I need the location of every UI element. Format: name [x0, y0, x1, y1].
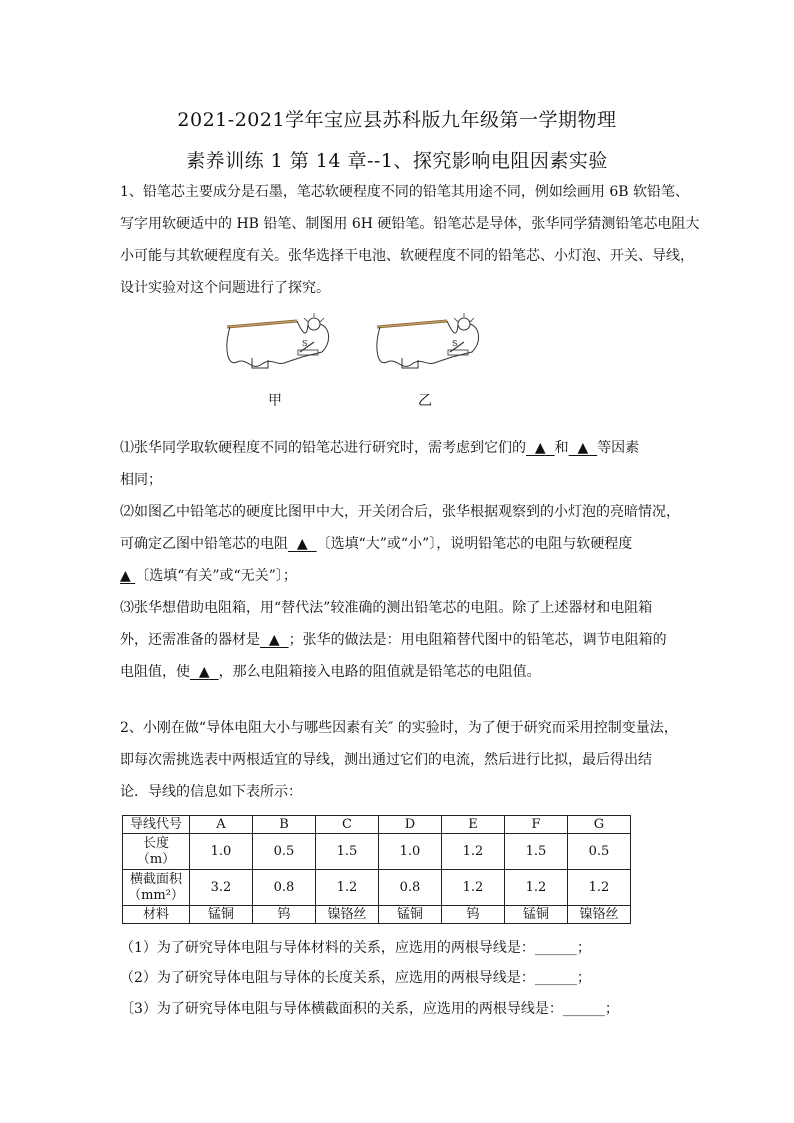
text: 外，还需准备的器材是 — [120, 632, 260, 648]
text: 和 — [554, 440, 569, 456]
q2-question-2: （2）为了研究导体电阻与导体的长度关系，应选用的两根导线是：______； — [120, 970, 591, 986]
q2-intro-line: 论．导线的信息如下表所示： — [120, 784, 302, 800]
table-cell: 3.2 — [190, 870, 253, 906]
switch-label-yi: S — [452, 339, 458, 348]
label-unit: （m） — [136, 851, 176, 867]
table-cell: 1.2 — [442, 834, 505, 870]
q1-part2-line3 — [120, 560, 680, 592]
blank-mark: ▲ — [577, 440, 589, 456]
text: 等因素 — [597, 440, 640, 456]
answer-blank[interactable] — [569, 440, 598, 456]
q2-intro-line: 2、小刚在做“导体电阻大小与哪些因素有关″ 的实验时，为了便于研究而采用控制变量法， — [120, 720, 678, 736]
text: 〔选填“有关”或“无关”〕； — [135, 568, 297, 584]
answer-blank[interactable] — [526, 440, 555, 456]
blank-mark: ▲ — [120, 568, 131, 584]
row-label-area — [123, 870, 190, 906]
table-cell: 锰铜 — [190, 906, 253, 924]
figure-label-jia: 甲 — [268, 393, 282, 409]
table-cell: 0.8 — [253, 870, 316, 906]
q1-intro-line: 写字用软硬适中的 HB 铅笔、制图用 6H 硬铅笔。铅笔芯是导体，张华同学猜测铅笔芯电阻大 — [120, 216, 700, 232]
text: ，那么电阻箱接入电路的阻值就是铅笔芯的电阻值。 — [218, 664, 541, 680]
text: ⑴张华同学取软硬程度不同的铅笔芯进行研究时，需考虑到它们的 — [120, 440, 526, 456]
table-cell: 镍铬丝 — [316, 906, 379, 924]
table-cell: 1.0 — [190, 834, 253, 870]
table-header-cell: F — [505, 816, 568, 834]
table-cell: 1.2 — [505, 870, 568, 906]
answer-blank[interactable] — [288, 536, 317, 552]
table-cell: 1.0 — [379, 834, 442, 870]
table-cell: 钨 — [442, 906, 505, 924]
table-cell: 锰铜 — [379, 906, 442, 924]
table-cell: 0.5 — [253, 834, 316, 870]
label-text: 横截面积 — [129, 871, 182, 887]
q1-part1-line1 — [120, 432, 680, 464]
table-header-cell: G — [568, 816, 631, 834]
page-title-line-1: 2021-2021学年宝应县苏科版九年级第一学期物理 — [177, 109, 617, 131]
table-header-cell: C — [316, 816, 379, 834]
table-cell: 1.5 — [316, 834, 379, 870]
q1-parts — [120, 432, 680, 688]
blank-mark: ▲ — [268, 632, 280, 648]
table-header-cell: 导线代号 — [123, 816, 190, 834]
switch-label-jia: S — [302, 339, 308, 348]
q2-intro-line: 即每次需挑选表中两根适宜的导线，测出通过它们的电流，然后进行比拟，最后得出结 — [120, 752, 652, 768]
table-header-cell: A — [190, 816, 253, 834]
text: 可确定乙图中铅笔芯的电阻 — [120, 536, 288, 552]
page-title-line-2: 素养训练 1 第 14 章--1、探究影响电阻因素实验 — [186, 150, 608, 172]
text: ；张华的做法是：用电阻箱替代图中的铅笔芯，调节电阻箱的 — [288, 632, 667, 648]
q2-intro — [120, 712, 680, 808]
q1-intro-line: 设计实验对这个问题进行了探究。 — [120, 280, 330, 296]
label-text: 长度 — [142, 835, 169, 851]
table-row-material — [123, 906, 631, 924]
q1-intro-line: 1、铅笔芯主要成分是石墨，笔芯软硬程度不同的铅笔其用途不同，例如绘画用 6B 软铅笔、 — [120, 184, 690, 200]
q1-part2-line1: ⑵如图乙中铅笔芯的硬度比图甲中大，开关闭合后，张华根据观察到的小灯泡的亮暗情况， — [120, 504, 680, 520]
table-cell: 1.5 — [505, 834, 568, 870]
q2-question-3: 〔3）为了研究导体电阻与导体横截面积的关系，应选用的两根导线是：______； — [120, 1001, 619, 1017]
q1-part3-line3 — [120, 656, 680, 688]
table-cell: 1.2 — [568, 870, 631, 906]
q1-part3-line2 — [120, 624, 680, 656]
table-cell: 镍铬丝 — [568, 906, 631, 924]
table-row-length — [123, 834, 631, 870]
circuit-figure — [222, 312, 492, 412]
table-header-cell: D — [379, 816, 442, 834]
table-cell: 0.8 — [379, 870, 442, 906]
table-header-cell: E — [442, 816, 505, 834]
row-label-length — [123, 834, 190, 870]
q2-question-1: （1）为了研究导体电阻与导体材料的关系，应选用的两根导线是：______； — [120, 940, 591, 956]
answer-blank[interactable] — [260, 632, 289, 648]
blank-mark: ▲ — [534, 440, 546, 456]
table-row-area — [123, 870, 631, 906]
answer-blank[interactable] — [190, 664, 219, 680]
circuit-jia — [227, 313, 329, 368]
table-cell: 1.2 — [316, 870, 379, 906]
table-cell: 钨 — [253, 906, 316, 924]
label-unit: （mm²） — [128, 887, 184, 903]
q1-part1-line2: 相同； — [120, 472, 162, 488]
q1-intro-line: 小可能与其软硬程度有关。张华选择干电池、软硬程度不同的铅笔芯、小灯泡、开关、导线， — [120, 248, 694, 264]
circuit-yi — [377, 313, 479, 368]
blank-mark: ▲ — [296, 536, 308, 552]
table-cell: 0.5 — [568, 834, 631, 870]
text: 〔选填“大”或“小”〕，说明铅笔芯的电阻与软硬程度 — [316, 536, 633, 552]
blank-mark: ▲ — [198, 664, 210, 680]
q1-part3-line1: ⑶张华想借助电阻箱，用“替代法”较准确的测出铅笔芯的电阻。除了上述器材和电阻箱 — [120, 600, 653, 616]
table-header-row — [123, 816, 631, 834]
figure-label-yi: 乙 — [418, 393, 432, 409]
q1-part2-line2 — [120, 528, 680, 560]
row-label-material: 材料 — [123, 906, 190, 924]
table-header-cell: B — [253, 816, 316, 834]
q1-intro — [120, 176, 700, 304]
table-cell: 1.2 — [442, 870, 505, 906]
answer-blank[interactable] — [120, 568, 135, 584]
wire-data-table — [122, 815, 631, 924]
text: 电阻值，使 — [120, 664, 190, 680]
table-cell: 锰铜 — [505, 906, 568, 924]
